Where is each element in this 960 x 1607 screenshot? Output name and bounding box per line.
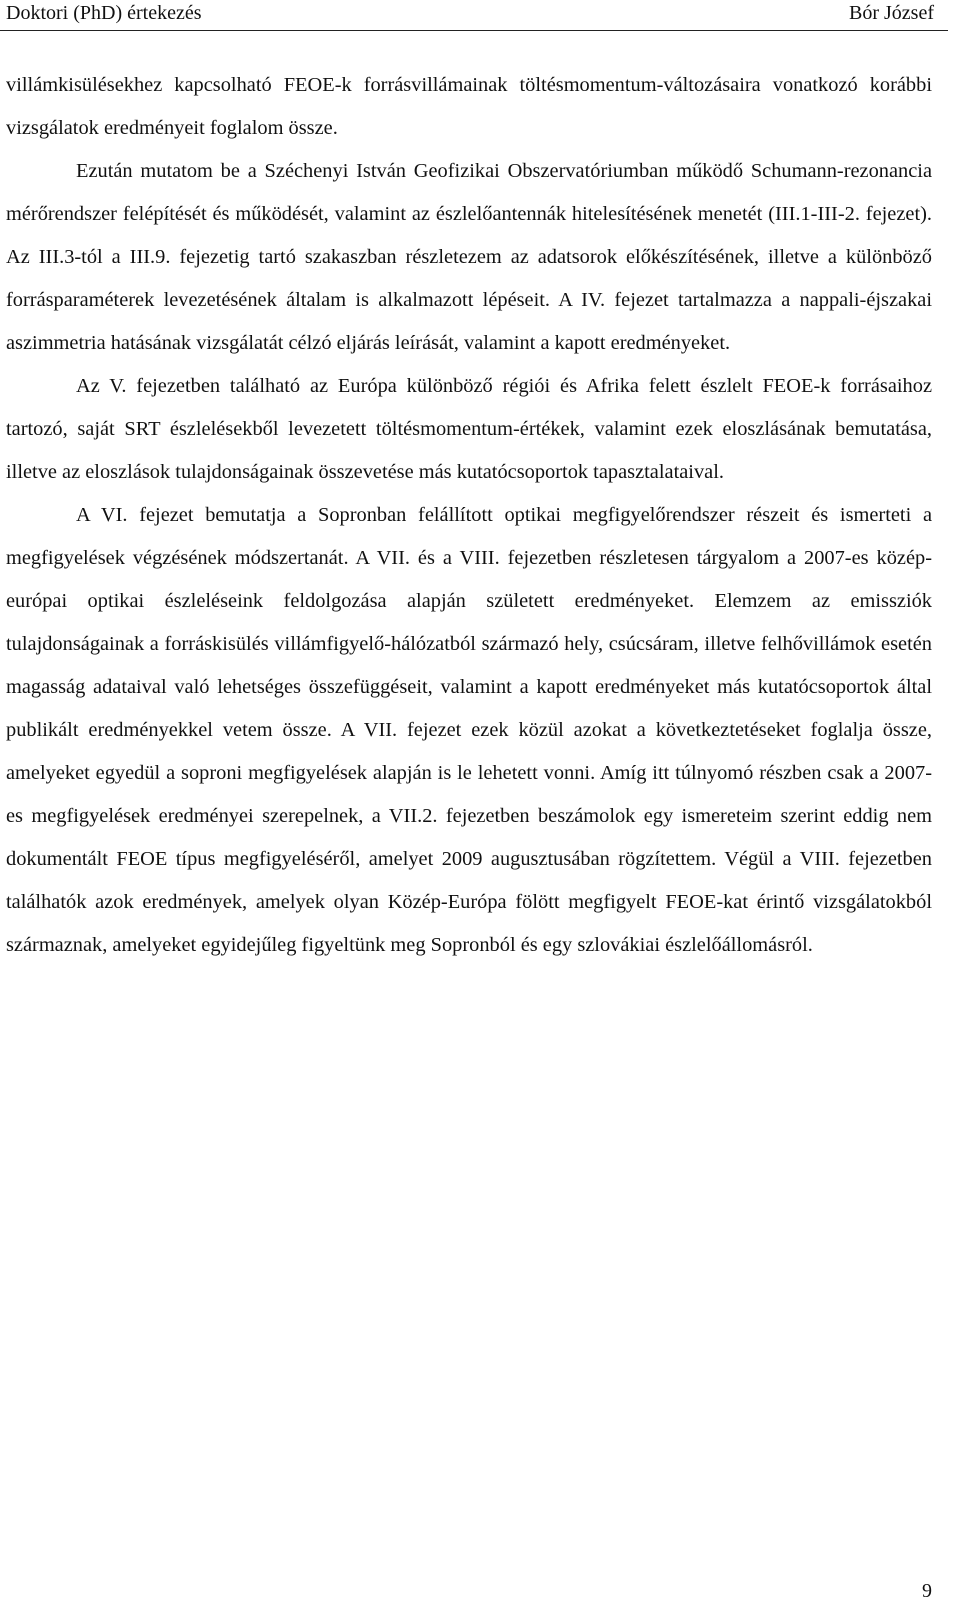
paragraph-4: A VI. fejezet bemutatja a Sopronban felállított optikai megfigyelőrendszer részeit és ismerteti a megfigyelések végzésének módszertanát. A VII. és a VIII. fejezetben részletesen tárgyalom a 2007-es közép-európai optikai észleléseink feldolgozása alapján született eredményeket. Elemzem az emissziók tulajdonságainak a forráskisülés villámfigyelő-hálózatból származó hely, csúcsáram, illetve felhővillámok esetén magasság adataival való lehetséges összefüggéseit, valamint a kapott eredményeket más kutatócsoportok által publikált eredményekkel vetem össze. A VII. fejezet ezek közül azokat a következtetéseket foglalja össze, amelyeket egyedül a soproni megfigyelések alapján is le lehetett vonni. Amíg itt túlnyomó részben csak a 2007-es megfigyelések eredményei szerepelnek, a VII.2. fejezetben beszámolok egy ismereteim szerint eddig nem dokumentált FEOE típus megfigyeléséről, amelyet 2009 augusztusában rögzítettem. Végül a VIII. fejezetben találhatók azok eredmények, amelyek olyan Közép-Európa fölött megfigyelt FEOE-kat érintő vizsgálatokból származnak, amelyeket egyidejűleg figyeltünk meg Sopronból és egy szlovákiai észlelőállomásról. [6, 504, 932, 956]
paragraph-3: Az V. fejezetben található az Európa különböző régiói és Afrika felett észlelt FEOE-k forrásaihoz tartozó, saját SRT észlelésekből levezetett töltésmomentum-értékek, valamint ezek eloszlásának bemutatása, illetve az eloszlások tulajdonságainak összevetése más kutatócsoportok tapasztalataival. [6, 375, 932, 483]
page-header [0, 0, 948, 31]
paragraph-2: Ezután mutatom be a Széchenyi István Geofizikai Obszervatóriumban működő Schumann-rezonancia mérőrendszer felépítését és működését, valamint az észlelőantennák hitelesítésének menetét (III.1-III-2. fejezet). Az III.3-tól a III.9. fejezetig tartó szakaszban részletezem az adatsorok előkészítésének, illetve a különböző forrásparaméterek levezetésének általam is alkalmazott lépéseit. A IV. fejezet tartalmazza a nappali-éjszakai aszimmetria hatásának vizsgálatát célzó eljárás leírását, valamint a kapott eredményeket. [6, 160, 932, 354]
header-title: Doktori (PhD) értekezés [6, 2, 202, 24]
body-text [6, 64, 932, 967]
paragraph-1: villámkisülésekhez kapcsolható FEOE-k forrásvillámainak töltésmomentum-változásaira vonatkozó korábbi vizsgálatok eredményeit foglalom össze. [6, 74, 932, 139]
header-author: Bór József [849, 2, 934, 24]
page-number: 9 [922, 1580, 932, 1602]
